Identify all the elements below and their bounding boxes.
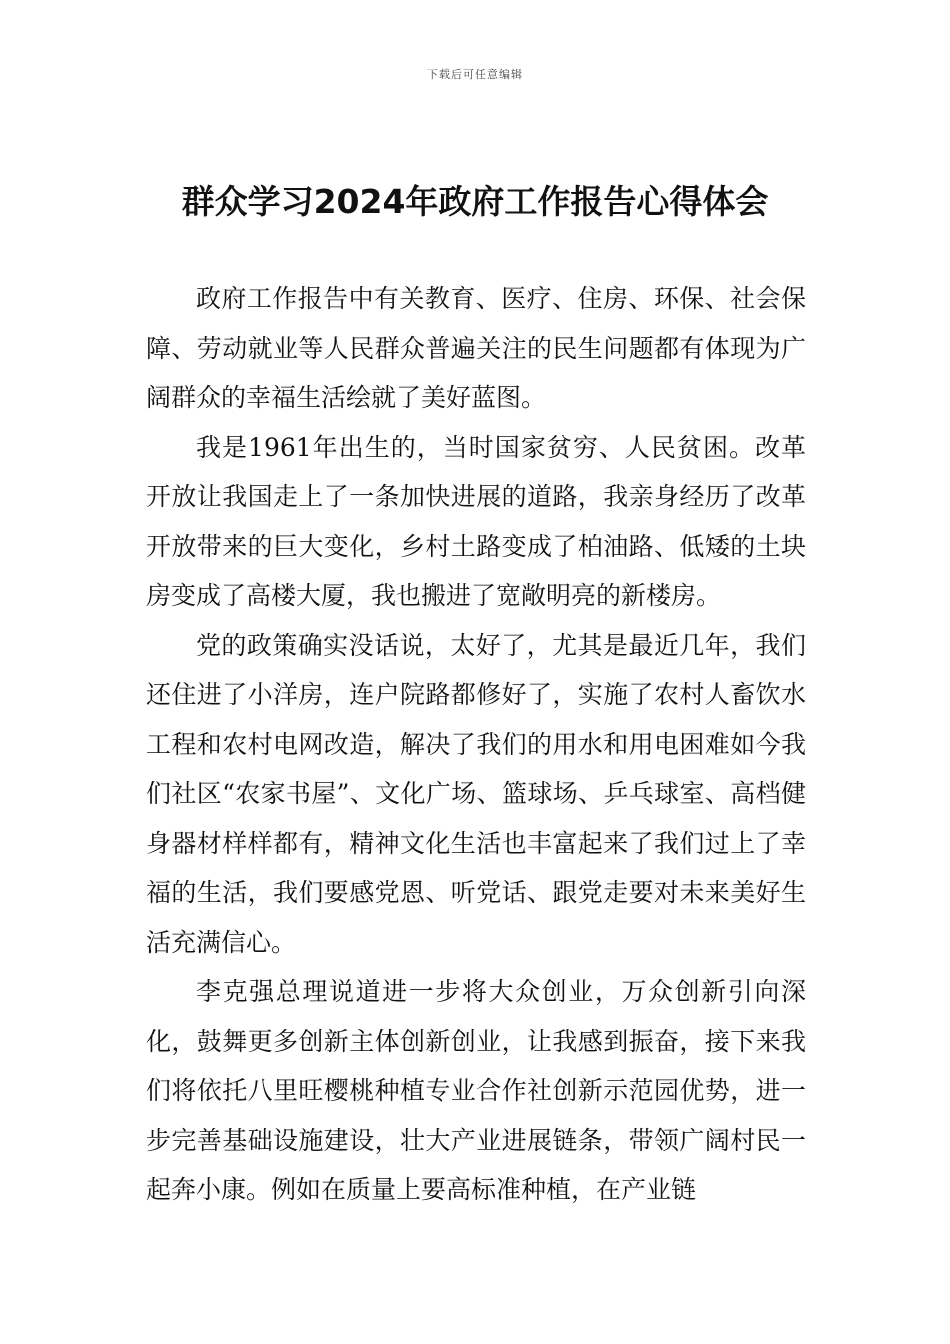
paragraph: 我是1961年出生的，当时国家贫穷、人民贫困。改革开放让我国走上了一条加快进展的道路，我亲身经历了改革开放带来的巨大变化，乡村土路变成了柏油路、低矮的土块房变成了高楼大厦，我也搬进了宽敞明亮的新楼房。	[146, 432, 806, 610]
paragraph: 党的政策确实没话说，太好了，尤其是最近几年，我们还住进了小洋房，连户院路都修好了，实施了农村人畜饮水工程和农村电网改造，解决了我们的用水和用电困难如今我们社区“农家书屋”、文化广场、篮球场、乒乓球室、高档健身器材样样都有，精神文化生活也丰富起来了我们过上了幸福的生活，我们要感党恩、听党话、跟党走要对未来美好生活充满信心。	[146, 630, 806, 957]
document-title: 群众学习2024年政府工作报告心得体会	[181, 182, 769, 221]
paragraph: 李克强总理说道进一步将大众创业，万众创新引向深化，鼓舞更多创新主体创新创业，让我感到振奋，接下来我们将依托八里旺樱桃种植专业合作社创新示范园优势，进一步完善基础设施建设，壮大产业进展链条，带领广阔村民一起奔小康。例如在质量上要高标准种植，在产业链	[146, 977, 806, 1204]
document-body	[146, 274, 806, 1215]
paragraph: 政府工作报告中有关教育、医疗、住房、环保、社会保障、劳动就业等人民群众普遍关注的民生问题都有体现为广阔群众的幸福生活绘就了美好蓝图。	[146, 284, 806, 412]
header-note: 下载后可任意编辑	[427, 68, 523, 81]
